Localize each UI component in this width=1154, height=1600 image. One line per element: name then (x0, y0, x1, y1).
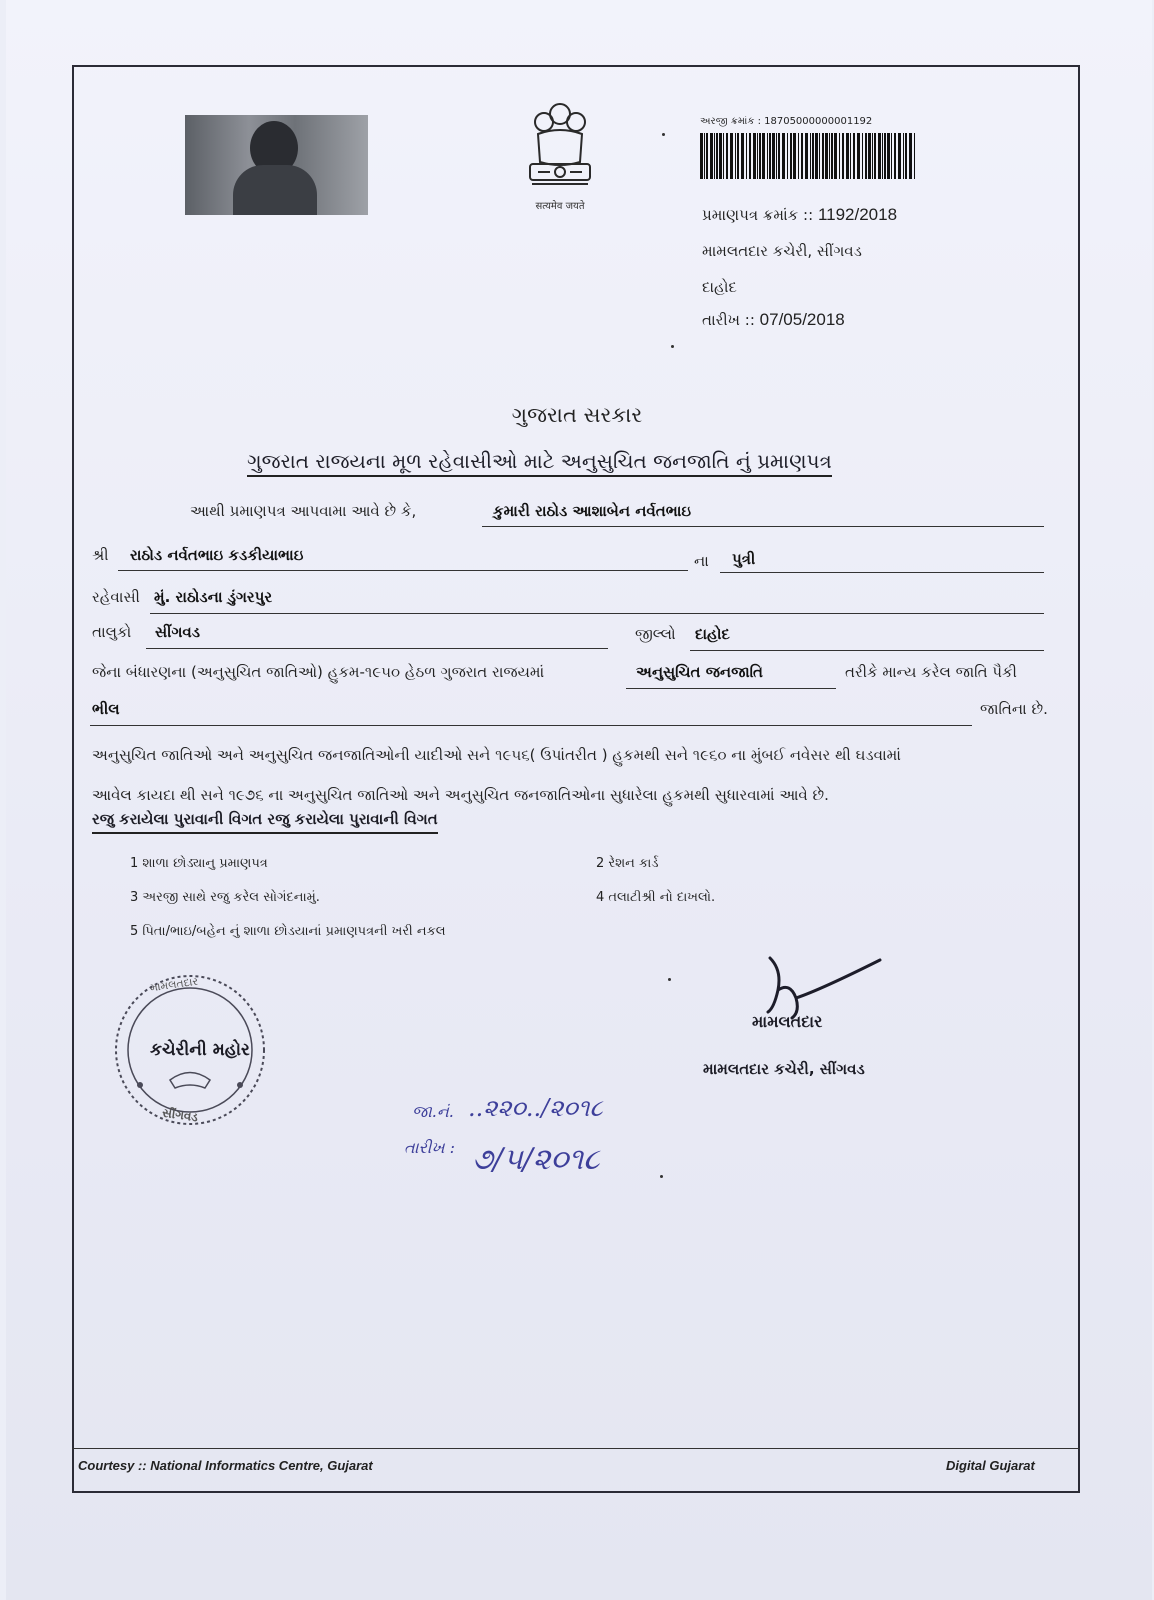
relation-value: પુત્રી (732, 550, 756, 568)
barcode-bar (846, 133, 849, 179)
handwritten-inward-number: ..૨૨૦../૨૦૧૮ (468, 1094, 603, 1122)
barcode-bar (706, 133, 708, 179)
barcode-bar (839, 133, 840, 179)
taluka-underline (146, 648, 608, 649)
residence-label: રહેવાસી (92, 588, 140, 606)
category-underline (626, 688, 836, 689)
issuing-district: દાહોદ (702, 278, 737, 296)
barcode-bar (829, 133, 830, 179)
residence-underline (150, 613, 1044, 614)
issuing-authority-title: ગુજરાત સરકાર (511, 403, 643, 427)
separator: :: (744, 311, 755, 329)
issue-date-row (702, 310, 845, 330)
barcode-bar (865, 133, 867, 179)
barcode-bar (822, 133, 824, 179)
barcode-bar (749, 133, 751, 179)
national-emblem-icon (520, 92, 600, 192)
barcode-bar (909, 133, 912, 179)
barcode-bar (782, 133, 785, 179)
paragraph-line-1: અનુસુચિત જાતિઓ અને અનુસુચિત જનજાતિઓની યાદીઓ સને ૧૯૫૬( ઉપાંતરીત ) હુકમથી સને ૧૯૬૦ ના મુંબઈ નવેસર થી ઘડવામાં (92, 746, 901, 764)
barcode-bar (776, 133, 777, 179)
speck (668, 978, 671, 981)
barcode-bar (753, 133, 756, 179)
seal-ring-bottom: સીંગવડ (161, 1105, 199, 1125)
certificate-title: ગુજરાત રાજયના મૂળ રહેવાસીઓ માટે અનુસુચિત જનજાતિ નું પ્રમાણપત્ર (247, 449, 832, 477)
father-name: રાઠોડ નર્વતભાઇ કડકીયાભાઇ (130, 546, 304, 564)
barcode-bar (810, 133, 811, 179)
barcode-bar (834, 133, 837, 179)
relation-label: ના (694, 552, 709, 570)
footer-courtesy: Courtesy :: National Informatics Centre, Gujarat (78, 1458, 373, 1473)
barcode-bar (815, 133, 818, 179)
issue-date-label: તારીખ (702, 311, 740, 329)
document-item: 1 શાળા છોડ્યાનુ પ્રમાણપત્ર (130, 856, 268, 871)
barcode-bar (772, 133, 775, 179)
footer-divider (72, 1448, 1080, 1449)
barcode-bar (887, 133, 890, 179)
caste-underline (90, 725, 972, 726)
name-underline (482, 526, 1044, 527)
barcode-bar (882, 133, 883, 179)
documents-heading: રજુ કરાયેલા પુરાવાની વિગત રજુ કરાયેલા પુરાવાની વિગત (92, 810, 438, 834)
category-value: અનુસુચિત જનજાતિ (636, 663, 763, 681)
barcode-bar (825, 133, 828, 179)
certificate-number: 1192/2018 (817, 205, 898, 224)
residence-value: મું. રાઠોડના ડુંગરપુર (154, 588, 273, 606)
taluka-value: સીંગવડ (155, 623, 200, 641)
signatory-title: મામલતદાર (752, 1012, 823, 1031)
signatory-office: મામલતદાર કચેરી, સીંગવડ (703, 1060, 865, 1078)
certificate-number-label: પ્રમાણપત્ર ક્રમાંક (702, 206, 799, 224)
barcode-bar (903, 133, 904, 179)
barcode-bar (719, 133, 722, 179)
barcode (700, 133, 918, 179)
barcode-bar (874, 133, 876, 179)
barcode-bar (853, 133, 855, 179)
issue-date: 07/05/2018 (759, 310, 845, 329)
barcode-bar (842, 133, 844, 179)
barcode-bar (759, 133, 761, 179)
barcode-bar (730, 133, 733, 179)
district-label: જીલ્લો (635, 625, 676, 643)
paragraph-line-2: આવેલ કાયદા થી સને ૧૯૭૬ ના અનુસુચિત જાતિઓ અને અનુસુચિત જનજાતિઓના સુધારેલા હુકમથી સુધારવામાં આવે છે. (92, 786, 829, 804)
photo-body (233, 165, 317, 215)
barcode-bar (798, 133, 799, 179)
barcode-bar (714, 133, 715, 179)
applicant-name: કુમારી રાઠોડ આશાબેન નર્વતભાઇ (493, 502, 692, 520)
caste-value: ભીલ (92, 700, 120, 718)
barcode-bar (819, 133, 820, 179)
handwritten-date: ૭/૫/૨૦૧૮ (472, 1142, 600, 1177)
document-item: 2 રેશન કાર્ડ (596, 856, 659, 871)
speck (660, 1175, 663, 1178)
barcode-bar (762, 133, 765, 179)
barcode-bar (891, 133, 892, 179)
barcode-bar (767, 133, 768, 179)
barcode-bar (898, 133, 901, 179)
district-value: દાહોદ (695, 625, 730, 643)
barcode-bar (735, 133, 736, 179)
speck (671, 345, 674, 348)
relation-underline (720, 572, 1044, 573)
seal-ring-top: મામલતદાર (149, 974, 199, 995)
handwritten-inward-label: જા.નં. (412, 1102, 454, 1121)
barcode-bar (723, 133, 724, 179)
barcode-bar (801, 133, 803, 179)
barcode-bar (769, 133, 771, 179)
document-item: 4 તલાટીશ્રી નો દાખલો. (596, 890, 716, 905)
barcode-bar (862, 133, 863, 179)
barcode-bar (878, 133, 881, 179)
speck (662, 133, 665, 136)
father-underline (118, 570, 688, 571)
barcode-bar (757, 133, 758, 179)
barcode-bar (905, 133, 907, 179)
emblem-motto: सत्यमेव जयते (535, 201, 585, 212)
separator: :: (803, 206, 814, 224)
issuing-office: મામલતદાર કચેરી, સીંગવડ (702, 242, 862, 260)
barcode-bar (746, 133, 747, 179)
barcode-bar (726, 133, 728, 179)
footer-brand: Digital Gujarat (946, 1458, 1035, 1473)
application-number: અરજી ક્રમાંક : 18705000000001192 (700, 116, 873, 127)
barcode-bar (790, 133, 792, 179)
barcode-bar (831, 133, 833, 179)
certificate-number-row (702, 205, 897, 225)
caste-suffix: જાતિના છે. (980, 700, 1048, 718)
document-item: 3 અરજી સાથે રજુ કરેલ સોગંદનામું. (130, 890, 320, 905)
barcode-bar (850, 133, 851, 179)
document-item: 5 પિતા/ભાઇ/બહેન નું શાળા છોડયાનાં પ્રમાણપત્રની ખરી નકલ (130, 924, 446, 939)
barcode-bar (914, 133, 915, 179)
barcode-bar (812, 133, 814, 179)
barcode-bar (872, 133, 873, 179)
barcode-bar (868, 133, 871, 179)
intro-label: આથી પ્રમાણપત્ર આપવામા આવે છે કે, (190, 502, 417, 520)
barcode-bar (778, 133, 780, 179)
barcode-bar (704, 133, 705, 179)
recognized-text: તરીકે માન્ય કરેલ જાતિ પૈકી (845, 663, 1017, 681)
barcode-bar (716, 133, 718, 179)
district-underline (690, 650, 1044, 651)
barcode-bar (857, 133, 860, 179)
barcode-bar (894, 133, 896, 179)
barcode-bar (741, 133, 744, 179)
taluka-label: તાલુકો (92, 623, 132, 641)
barcode-bar (700, 133, 703, 179)
barcode-bar (737, 133, 739, 179)
seal-label: કચેરીની મહોર (150, 1040, 250, 1060)
legal-paragraph (92, 735, 1072, 815)
applicant-photo (185, 115, 368, 215)
barcode-bar (805, 133, 808, 179)
father-label: શ્રી (92, 546, 109, 564)
barcode-bar (787, 133, 788, 179)
barcode-bar (884, 133, 886, 179)
barcode-bar (793, 133, 796, 179)
order-text: જેના બંધારણના (અનુસુચિત જાતિઓ) હુકમ-૧૯૫૦ હેઠળ ગુજરાત રાજયમાં (92, 663, 545, 681)
barcode-bar (710, 133, 713, 179)
handwritten-date-label: તારીખ : (404, 1138, 456, 1157)
